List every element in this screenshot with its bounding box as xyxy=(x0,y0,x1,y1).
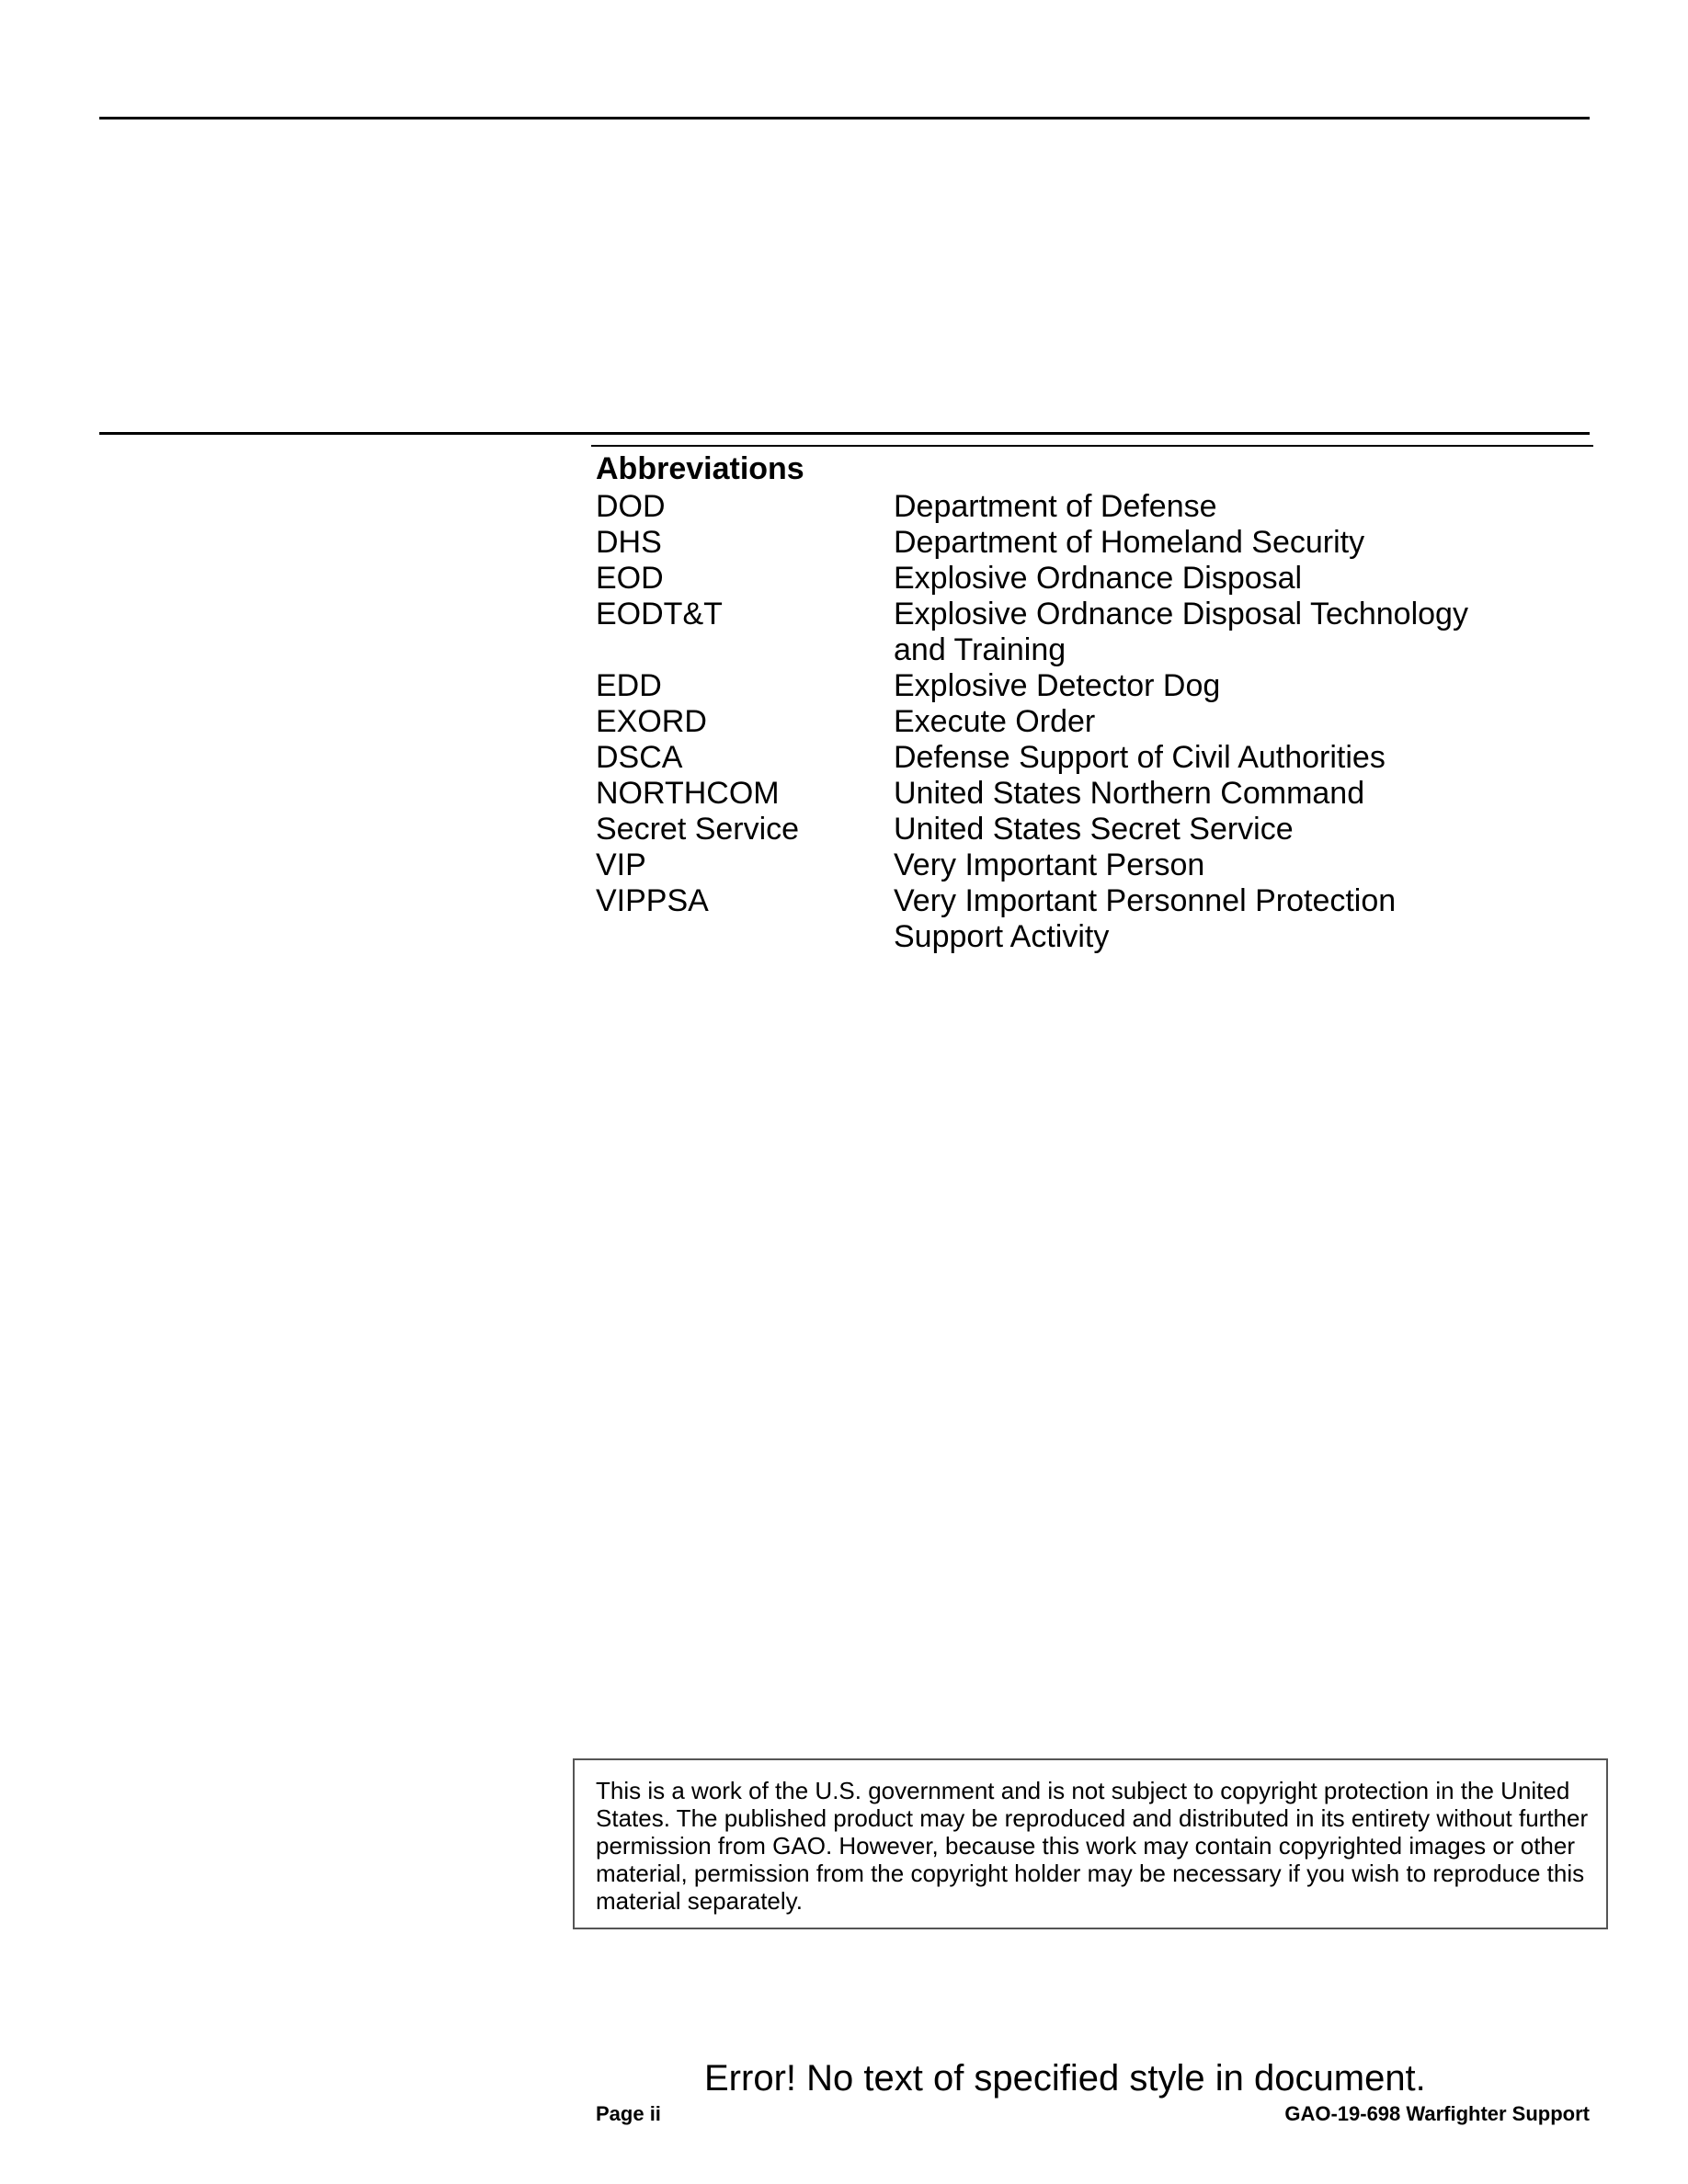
abbreviation-term: Secret Service xyxy=(596,812,800,847)
abbreviation-term: EODT&T xyxy=(596,597,723,631)
report-identifier: GAO-19-698 Warfighter Support xyxy=(1284,2102,1590,2125)
abbreviation-definition: Department of Homeland Security xyxy=(894,525,1365,560)
copyright-notice-text: This is a work of the U.S. government and is not subject to copyright protection in the United States. The published product may be reproduced and distributed in its entirety without further permission from GAO. However, because this work may contain copyrighted images or other material, permission from the copyright holder may be necessary if you wish to reproduce this material separately. xyxy=(596,1777,1589,1915)
abbreviation-row xyxy=(596,489,1589,525)
abbreviation-row xyxy=(596,740,1589,776)
abbreviation-definition: United States Secret Service xyxy=(894,812,1294,847)
abbreviation-term: NORTHCOM xyxy=(596,776,780,811)
abbreviation-term: DOD xyxy=(596,489,666,524)
page-number: Page ii xyxy=(596,2102,661,2125)
abbreviation-row xyxy=(596,812,1589,847)
abbreviation-term: DHS xyxy=(596,525,662,560)
abbreviation-definition: Defense Support of Civil Authorities xyxy=(894,740,1386,775)
abbreviations-section xyxy=(596,449,1589,955)
abbreviation-row xyxy=(596,525,1589,561)
abbreviation-definition: Execute Order xyxy=(894,704,1096,739)
abbreviation-definition: Very Important Personnel Protection Support Activity xyxy=(894,883,1397,954)
abbreviation-definition: Explosive Ordnance Disposal Technology and Training xyxy=(894,597,1468,667)
abbreviation-definition: Very Important Person xyxy=(894,847,1205,882)
abbreviation-row xyxy=(596,704,1589,740)
style-error-message: Error! No text of specified style in document. xyxy=(704,2058,1426,2099)
abbreviation-row xyxy=(596,847,1589,883)
abbreviation-row xyxy=(596,597,1589,668)
abbreviation-row xyxy=(596,776,1589,812)
abbreviation-term: VIPPSA xyxy=(596,883,709,918)
abbreviation-term: DSCA xyxy=(596,740,683,775)
section-divider xyxy=(99,432,1590,435)
abbreviation-definition: Explosive Ordnance Disposal xyxy=(894,561,1303,596)
abbreviation-definition: United States Northern Command xyxy=(894,776,1365,811)
abbreviations-divider xyxy=(591,445,1593,447)
abbreviation-term: EDD xyxy=(596,668,662,703)
top-divider xyxy=(99,117,1590,119)
abbreviation-definition: Department of Defense xyxy=(894,489,1217,524)
abbreviation-row xyxy=(596,668,1589,704)
abbreviations-heading: Abbreviations xyxy=(596,451,804,486)
abbreviation-definition: Explosive Detector Dog xyxy=(894,668,1221,703)
copyright-notice-box xyxy=(573,1758,1608,1929)
abbreviation-term: VIP xyxy=(596,847,646,882)
abbreviation-term: EOD xyxy=(596,561,664,596)
abbreviation-row xyxy=(596,883,1589,955)
abbreviation-row xyxy=(596,561,1589,597)
abbreviation-term: EXORD xyxy=(596,704,707,739)
